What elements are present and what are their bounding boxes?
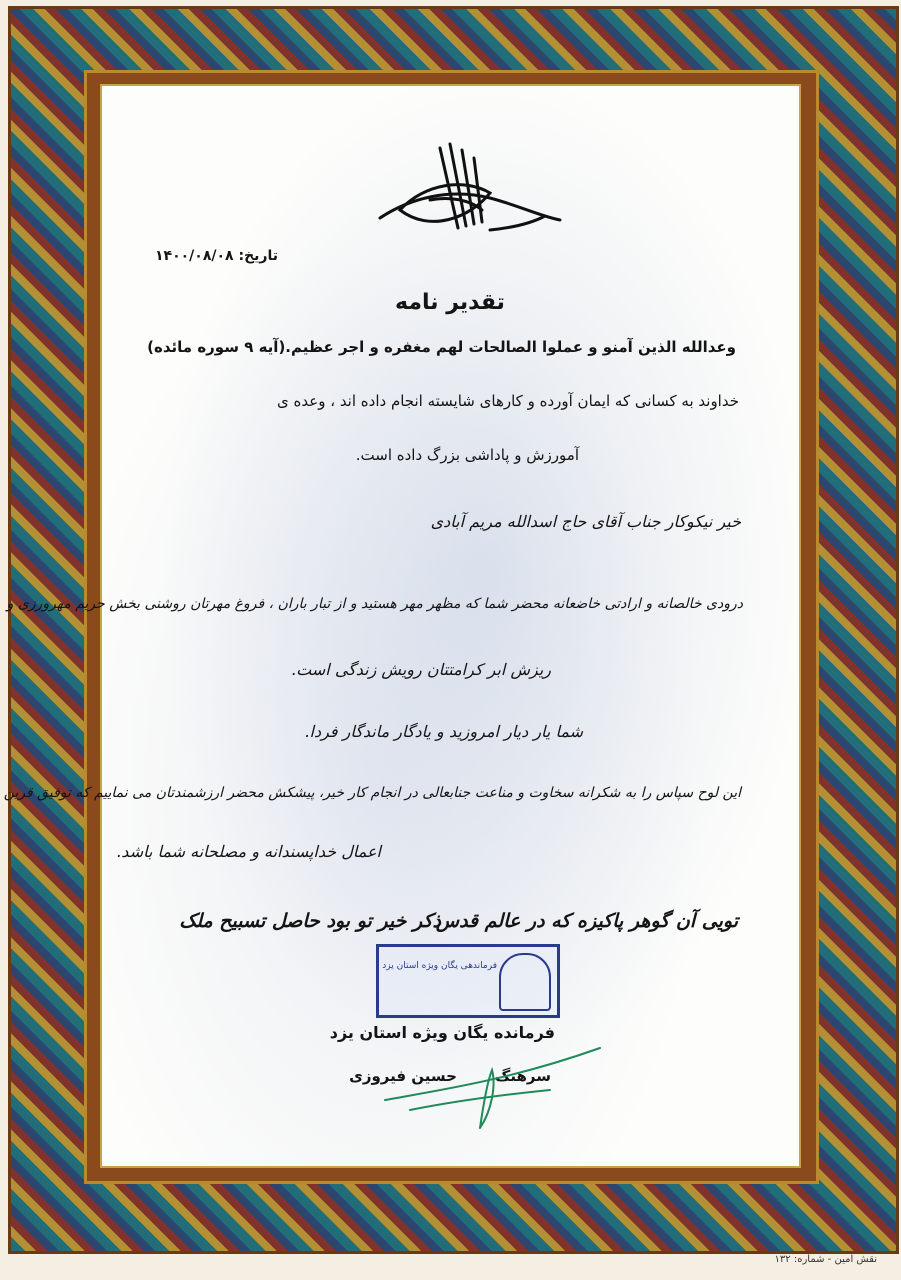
signature-icon [380, 1040, 610, 1135]
official-stamp [376, 944, 560, 1018]
translation-line-1: خداوند به کسانی که ایمان آورده و کارهای شایسته انجام داده اند ، وعده ی [277, 392, 739, 410]
signer-name: حسین فیروزی [349, 1067, 457, 1085]
page-title: تقدیر نامه [395, 290, 505, 315]
bismillah-calligraphy-icon [370, 138, 570, 243]
signer-rank: سرهنگ [495, 1067, 551, 1085]
translation-line-2: آمورزش و پاداشی بزرگ داده است. [355, 446, 579, 464]
body-line-3: شما یار دیار امروزید و یادگار ماندگار فردا. [304, 722, 583, 741]
body-line-1: درودی خالصانه و ارادتی خاضعانه محضر شما که مظهر مهر هستید و از تبار باران ، فروغ مهرتان روشنی بخش حریم مهرورزی و [6, 596, 743, 612]
footer-text: نقش امین - شماره: ۱۳۲ [774, 1254, 877, 1265]
recipient-line: خیر نیکوکار جناب آقای حاج اسدالله مریم آبادی [430, 512, 741, 531]
stamp-text: فرماندهی یگان ویژه استان یزد [382, 961, 497, 971]
poem-hemistich-2: ذکر خیر تو بود حاصل تسبیح ملک [179, 910, 441, 932]
date-label: تاریخ: ۱۴۰۰/۰۸/۰۸ [155, 248, 278, 264]
poem-hemistich-1: تویی آن گوهر پاکیزه که در عالم قدس [435, 910, 738, 932]
stamp-emblem-icon [499, 953, 551, 1011]
body-line-5: اعمال خداپسندانه و مصلحانه شما باشد. [116, 842, 381, 861]
signer-office: فرمانده یگان ویژه استان یزد [329, 1023, 555, 1042]
quran-verse-line: وعدالله الذین آمنو و عملوا الصالحات لهم مغفره و اجر عظیم.(آیه ۹ سوره مائده) [147, 338, 736, 356]
body-line-2: ریزش ابر کرامتتان رویش زندگی است. [291, 660, 551, 679]
body-line-4: این لوح سپاس را به شکرانه سخاوت و مناعت جنابعالی در انجام کار خیر، پیشکش محضر ارزشمندتان می نماییم که توفیق قرین [3, 785, 741, 801]
